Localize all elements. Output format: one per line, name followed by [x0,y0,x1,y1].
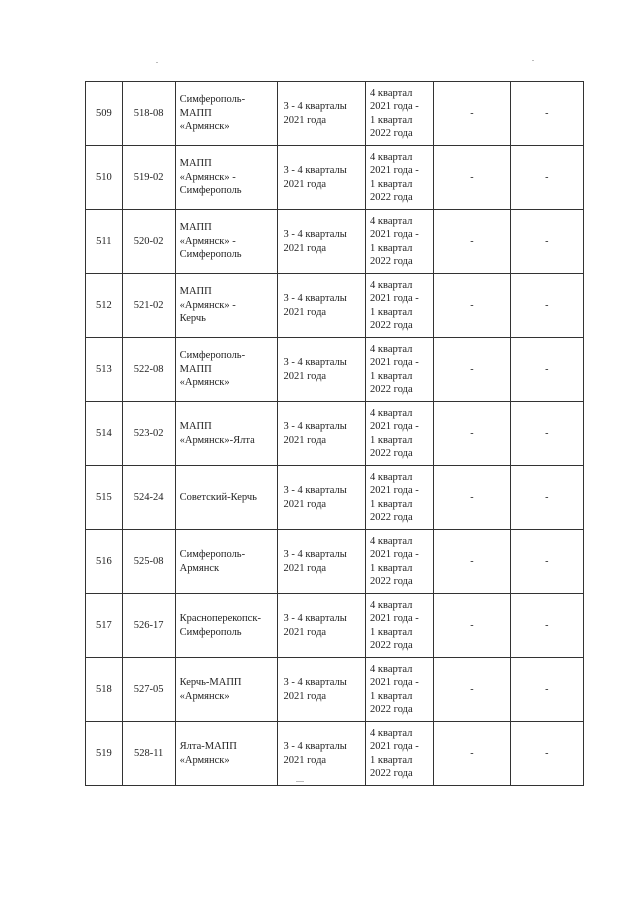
extra-value-a-cell [434,594,510,658]
table-row [86,338,584,402]
route-name-cell [175,146,278,210]
row-number: 511 [96,235,112,247]
table-row [86,274,584,338]
start-period-cell [278,210,366,274]
extra-value-b: - [545,107,549,119]
start-period: 3 - 4 кварталы 2021 года [283,101,347,126]
start-period: 3 - 4 кварталы 2021 года [283,677,347,702]
end-period: 4 квартал 2021 года - 1 квартал 2022 года [370,535,419,587]
table-row [86,82,584,146]
start-period: 3 - 4 кварталы 2021 года [283,293,347,318]
extra-value-a-cell [434,722,510,786]
row-number-cell [86,274,123,338]
row-number: 517 [95,619,112,631]
extra-value-b-cell [510,594,583,658]
route-code-cell [122,338,175,402]
start-period: 3 - 4 кварталы 2021 года [283,741,347,766]
table-row [86,466,584,530]
end-period: 4 квартал 2021 года - 1 квартал 2022 года [370,727,419,779]
end-period-cell [366,402,434,466]
route-code: 525-08 [133,555,164,567]
end-period: 4 квартал 2021 года - 1 квартал 2022 года [370,279,419,331]
start-period: 3 - 4 кварталы 2021 года [283,357,347,382]
row-number: 512 [95,299,112,311]
route-name: Симферополь- МАПП «Армянск» [179,94,246,133]
end-period: 4 квартал 2021 года - 1 квартал 2022 года [370,663,419,715]
table-row [86,530,584,594]
extra-value-b-cell [510,466,583,530]
end-period: 4 квартал 2021 года - 1 квартал 2022 года [370,151,419,203]
end-period-cell [366,82,434,146]
end-period-cell [366,274,434,338]
row-number: 518 [95,683,112,695]
end-period-cell [366,210,434,274]
route-name-cell [175,338,278,402]
route-code: 519-02 [133,171,164,183]
route-code: 526-17 [133,619,164,631]
route-name-cell [175,530,278,594]
row-number-cell [86,594,123,658]
end-period: 4 квартал 2021 года - 1 квартал 2022 года [370,471,419,523]
extra-value-b: - [545,427,549,439]
extra-value-a: - [470,299,474,311]
route-code: 518-08 [133,107,164,119]
route-code: 520-02 [133,235,164,247]
row-number-cell [86,402,123,466]
route-name: Керчь-МАПП «Армянск» [179,677,242,702]
route-name-cell [175,82,278,146]
extra-value-a: - [470,555,474,567]
routes-table [85,81,584,786]
extra-value-a: - [470,107,474,119]
route-code-cell [122,530,175,594]
end-period-cell [366,466,434,530]
route-name: МАПП «Армянск»-Ялта [179,421,255,446]
start-period-cell [278,274,366,338]
start-period-cell [278,338,366,402]
extra-value-b-cell [510,722,583,786]
row-number-cell [86,466,123,530]
extra-value-a-cell [434,658,510,722]
end-period-cell [366,594,434,658]
extra-value-b-cell [510,658,583,722]
extra-value-b-cell [510,274,583,338]
route-name: Советский-Керчь [179,491,257,503]
route-code-cell [122,402,175,466]
extra-value-a-cell [434,402,510,466]
route-code-cell [122,210,175,274]
end-period-cell [366,338,434,402]
extra-value-b-cell [510,210,583,274]
start-period: 3 - 4 кварталы 2021 года [283,229,347,254]
extra-value-a-cell [434,210,510,274]
route-code-cell [122,594,175,658]
row-number: 514 [95,427,112,439]
row-number: 515 [95,491,112,503]
route-name-cell [175,274,278,338]
route-name: МАПП «Армянск» - Симферополь [179,222,242,261]
route-name: МАПП «Армянск» - Керчь [179,286,236,325]
route-name-cell [175,722,278,786]
row-number-cell [86,658,123,722]
route-code: 522-08 [133,363,164,375]
route-code: 527-05 [133,683,164,695]
extra-value-b: - [545,299,549,311]
extra-value-b-cell [510,338,583,402]
route-code: 521-02 [133,299,164,311]
route-code: 523-02 [133,427,164,439]
start-period-cell [278,722,366,786]
end-period: 4 квартал 2021 года - 1 квартал 2022 года [370,215,419,267]
extra-value-a: - [470,747,474,759]
start-period-cell [278,658,366,722]
route-name-cell [175,210,278,274]
end-period-cell [366,146,434,210]
extra-value-a: - [470,427,474,439]
start-period-cell [278,146,366,210]
route-code-cell [122,82,175,146]
extra-value-b: - [545,683,549,695]
table-row [86,658,584,722]
route-code-cell [122,722,175,786]
end-period: 4 квартал 2021 года - 1 квартал 2022 года [370,343,419,395]
row-number: 509 [95,107,112,119]
row-number-cell [86,338,123,402]
row-number: 510 [95,171,112,183]
route-name: Симферополь- МАПП «Армянск» [179,350,246,389]
extra-value-a-cell [434,82,510,146]
extra-value-b-cell [510,530,583,594]
end-period: 4 квартал 2021 года - 1 квартал 2022 года [370,599,419,651]
scan-speck [296,781,304,782]
extra-value-b-cell [510,146,583,210]
extra-value-b: - [545,491,549,503]
scan-speck [532,60,534,61]
table-row [86,722,584,786]
row-number: 519 [95,747,112,759]
start-period: 3 - 4 кварталы 2021 года [283,613,347,638]
route-code: 528-11 [133,747,164,759]
route-code-cell [122,274,175,338]
start-period: 3 - 4 кварталы 2021 года [283,549,347,574]
extra-value-b: - [545,747,549,759]
end-period-cell [366,658,434,722]
row-number-cell [86,722,123,786]
row-number-cell [86,82,123,146]
start-period: 3 - 4 кварталы 2021 года [283,485,347,510]
route-code-cell [122,146,175,210]
route-code: 524-24 [133,491,164,503]
scan-speck [156,62,158,63]
extra-value-a-cell [434,466,510,530]
extra-value-b-cell [510,402,583,466]
start-period-cell [278,466,366,530]
extra-value-b: - [545,171,549,183]
extra-value-a-cell [434,274,510,338]
end-period: 4 квартал 2021 года - 1 квартал 2022 года [370,407,419,459]
extra-value-a: - [470,171,474,183]
extra-value-b: - [545,363,549,375]
extra-value-a: - [470,683,474,695]
start-period-cell [278,594,366,658]
row-number: 516 [95,555,112,567]
route-name-cell [175,658,278,722]
extra-value-a-cell [434,146,510,210]
route-name-cell [175,402,278,466]
extra-value-b: - [545,619,549,631]
extra-value-b: - [545,235,549,247]
route-code-cell [122,466,175,530]
extra-value-a: - [470,363,474,375]
extra-value-a: - [470,619,474,631]
extra-value-b-cell [510,82,583,146]
extra-value-a-cell [434,530,510,594]
start-period-cell [278,402,366,466]
row-number-cell [86,530,123,594]
route-code-cell [122,658,175,722]
table-row [86,146,584,210]
start-period-cell [278,530,366,594]
end-period: 4 квартал 2021 года - 1 квартал 2022 года [370,87,419,139]
route-name-cell [175,466,278,530]
route-name: Симферополь- Армянск [179,549,246,574]
route-name-cell [175,594,278,658]
extra-value-b: - [545,555,549,567]
start-period-cell [278,82,366,146]
table-row [86,210,584,274]
route-name: Красноперекопск- Симферополь [179,613,261,638]
end-period-cell [366,530,434,594]
table-row [86,402,584,466]
end-period-cell [366,722,434,786]
table-body [86,82,584,786]
table-row [86,594,584,658]
extra-value-a: - [470,235,474,247]
row-number-cell [86,210,123,274]
start-period: 3 - 4 кварталы 2021 года [283,165,347,190]
start-period: 3 - 4 кварталы 2021 года [283,421,347,446]
route-name: МАПП «Армянск» - Симферополь [179,158,242,197]
row-number: 513 [95,363,112,375]
extra-value-a-cell [434,338,510,402]
row-number-cell [86,146,123,210]
route-name: Ялта-МАПП «Армянск» [179,741,237,766]
extra-value-a: - [470,491,474,503]
